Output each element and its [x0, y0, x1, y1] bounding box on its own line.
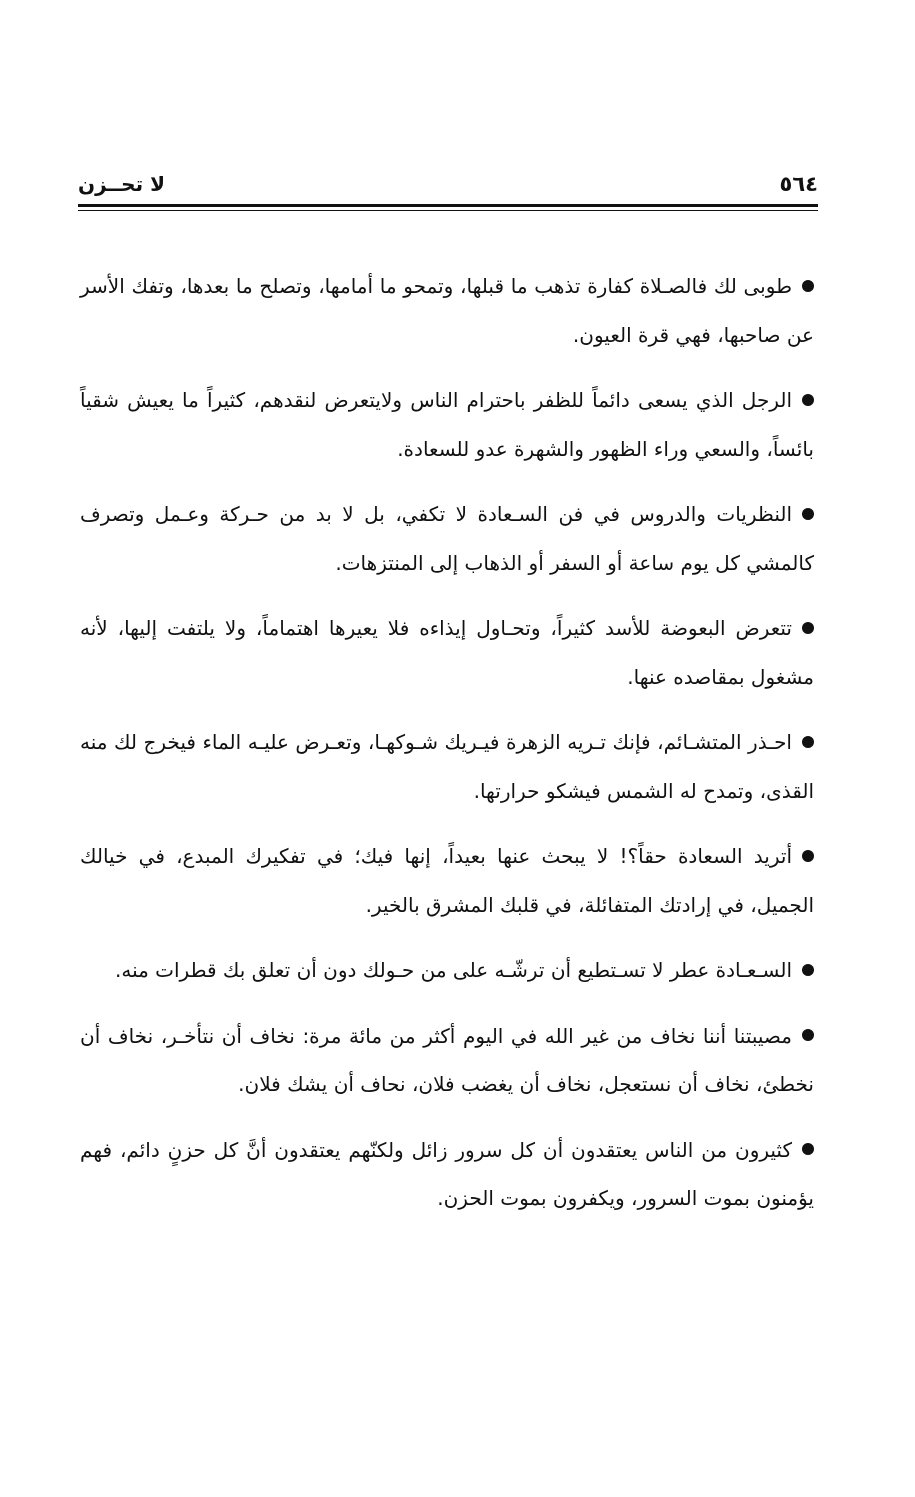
- list-item: [80, 832, 814, 929]
- header-rule-thin: [78, 210, 818, 211]
- list-item: [80, 262, 814, 359]
- bullet-icon: [802, 508, 814, 520]
- entry-text: تتعرض البعوضة للأسد كثيراً، وتحـاول إيذاءه فلا يعيرها اهتماماً، ولا يلتفت إليها، لأنه مشغول بمقاصده عنها.: [80, 616, 814, 689]
- list-item: [80, 376, 814, 473]
- entry-text: السـعـادة عطر لا تسـتطيع أن ترشّـه على من حـولك دون أن تعلق بك قطرات منه.: [114, 958, 792, 982]
- bullet-icon: [802, 1029, 814, 1041]
- bullet-icon: [802, 394, 814, 406]
- list-item: [80, 490, 814, 587]
- bullet-icon: [802, 850, 814, 862]
- list-item: [80, 1012, 814, 1109]
- entry-text: مصيبتنا أننا نخاف من غير الله في اليوم أكثر من مائة مرة: نخاف أن نتأخـر، نخاف أن نخطئ، نخاف أن نستعجل، نخاف أن يغضب فلان، نحاف أن يشك فلان.: [80, 1023, 814, 1096]
- entry-text: احـذر المتشـائم، فإنك تـريه الزهرة فيـريك شـوكهـا، وتعـرض عليـه الماء فيخرج لك منه القذى، وتمدح له الشمس فيشكو حرارتها.: [80, 730, 814, 803]
- list-item: [80, 946, 814, 995]
- book-title: لا تحــزن: [78, 172, 165, 196]
- page-number: ٥٦٤: [779, 172, 818, 196]
- list-item: [80, 718, 814, 815]
- header-rule-thick: [78, 204, 818, 207]
- bullet-icon: [802, 622, 814, 634]
- entry-text: كثيرون من الناس يعتقدون أن كل سرور زائل ولكنّهم يعتقدون أنَّ كل حزنٍ دائم، فهم يؤمنون بموت السرور، ويكفرون بموت الحزن.: [80, 1137, 814, 1210]
- entry-text: النظريات والدروس في فن السـعادة لا تكفي، بل لا بد من حـركة وعـمل وتصرف كالمشي كل يوم ساعة أو السفر أو الذهاب إلى المنتزهات.: [80, 502, 814, 575]
- bullet-icon: [802, 280, 814, 292]
- bullet-icon: [802, 1143, 814, 1155]
- entry-text: الرجل الذي يسعى دائماً للظفر باحترام الناس ولايتعرض لنقدهم، كثيراً ما يعيش شقياً بائساً، والسعي وراء الظهور والشهرة عدو للسعادة.: [80, 388, 814, 461]
- bullet-icon: [802, 736, 814, 748]
- list-item: [80, 1126, 814, 1223]
- list-item: [80, 604, 814, 701]
- entry-text: طوبى لك فالصـلاة كفارة تذهب ما قبلها، وتمحو ما أمامها، وتصلح ما بعدها، وتفك الأسر عن صاحبها، فهي قرة العيون.: [80, 274, 814, 347]
- maxims-list: [80, 262, 814, 1240]
- entry-text: أتريد السعادة حقاً؟! لا يبحث عنها بعيداً، إنها فيك؛ في تفكيرك المبدع، في خيالك الجميل، في إرادتك المتفائلة، في قلبك المشرق بالخير.: [80, 844, 814, 917]
- bullet-icon: [802, 964, 814, 976]
- running-header: [78, 166, 818, 202]
